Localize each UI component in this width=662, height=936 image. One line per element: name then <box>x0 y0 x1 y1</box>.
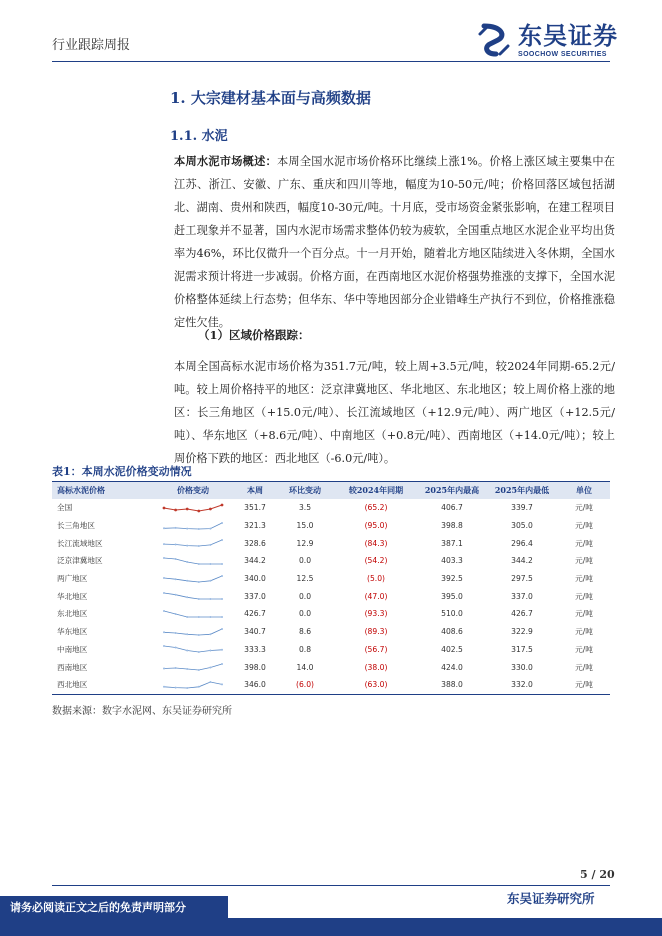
regional-tracking-heading: （1）区域价格跟踪： <box>198 328 310 342</box>
cell-region: 华北地区 <box>57 591 88 601</box>
sparkline-point <box>186 579 188 581</box>
cell-trend <box>152 587 234 605</box>
sparkline-point <box>186 616 188 618</box>
sparkline-point <box>163 527 165 529</box>
sparkline-point <box>209 650 211 652</box>
cell-high: 408.6 <box>441 627 463 637</box>
table-row <box>52 499 610 517</box>
cell-high: 510.0 <box>441 609 463 619</box>
cell-current: 340.7 <box>244 627 266 637</box>
sparkline <box>162 644 224 654</box>
sparkline-point <box>186 545 188 547</box>
cell-yoy: (54.2) <box>364 556 388 566</box>
cell-high: 398.8 <box>441 521 463 531</box>
sparkline-point <box>209 633 211 635</box>
col-header-unit: 单位 <box>558 482 610 500</box>
cell-unit: 元/吨 <box>575 609 593 619</box>
sparkline-point <box>198 669 200 671</box>
cell-unit: 元/吨 <box>575 644 593 654</box>
sparkline <box>162 574 224 584</box>
sparkline <box>162 556 224 566</box>
sparkline-point <box>186 507 189 510</box>
sparkline-point <box>221 663 223 665</box>
cell-unit: 元/吨 <box>575 538 593 548</box>
cell-region: 华东地区 <box>57 627 88 637</box>
cell-low: 322.9 <box>511 627 533 637</box>
sparkline-point <box>186 561 188 563</box>
sparkline-point <box>186 597 188 599</box>
sparkline-point <box>198 634 200 636</box>
cell-high: 392.5 <box>441 574 463 584</box>
sparkline-point <box>175 558 177 560</box>
sparkline-point <box>163 506 166 509</box>
sparkline-point <box>209 563 211 565</box>
sparkline-point <box>163 668 165 670</box>
sparkline-point <box>209 507 212 510</box>
cell-yoy: (93.3) <box>364 609 388 619</box>
brand-logo <box>476 22 618 58</box>
cell-low: 332.0 <box>486 676 558 694</box>
cement-price-table <box>52 481 610 695</box>
sparkline-point <box>186 527 188 529</box>
cell-region: 长江流域地区 <box>57 538 103 548</box>
sparkline-point <box>186 668 188 670</box>
table-row <box>52 658 610 676</box>
sparkline-point <box>209 681 211 683</box>
cell-current: 340.0 <box>244 574 266 584</box>
soochow-logo-icon <box>476 22 512 58</box>
cell-high: 403.3 <box>441 556 463 566</box>
sparkline <box>162 609 224 619</box>
cell-high: 402.5 <box>441 644 463 654</box>
data-source-note: 数据来源：数字水泥网、东吴证券研究所 <box>52 706 232 717</box>
cell-wow: 3.5 <box>298 503 312 513</box>
sparkline-point <box>163 645 165 647</box>
sparkline <box>162 662 224 672</box>
sparkline-line <box>164 629 222 635</box>
cell-wow: 0.8 <box>298 644 312 654</box>
cell-low: 337.0 <box>511 591 533 601</box>
sparkline-point <box>163 631 165 633</box>
cell-yoy: (56.7) <box>364 644 388 654</box>
sparkline-point <box>163 557 165 559</box>
sparkline-point <box>175 544 177 546</box>
sparkline-point <box>163 592 165 594</box>
cell-high: 395.0 <box>441 591 463 601</box>
cell-trend <box>152 552 234 570</box>
cell-yoy: (5.0) <box>366 574 385 584</box>
cell-trend <box>152 499 234 517</box>
sparkline-point <box>186 687 188 689</box>
cell-low: 426.7 <box>511 609 533 619</box>
sparkline-line <box>164 505 222 511</box>
cell-unit: 元/吨 <box>575 662 593 672</box>
table-header-row <box>52 482 610 500</box>
cell-low: 297.5 <box>511 574 533 584</box>
cell-current: 328.6 <box>244 538 266 548</box>
sparkline-point <box>175 667 177 669</box>
disclaimer-text: 请务必阅读正文之后的免责声明部分 <box>10 901 186 914</box>
sparkline-point <box>198 528 200 530</box>
logo-name-en: SOOCHOW SECURITIES <box>518 50 607 58</box>
cell-unit: 元/吨 <box>575 503 593 513</box>
footer-band <box>0 918 662 936</box>
cell-current: 346.0 <box>234 676 276 694</box>
sparkline <box>162 503 224 513</box>
sparkline-point <box>163 577 165 579</box>
cell-low: 344.2 <box>511 556 533 566</box>
sparkline-point <box>163 543 165 545</box>
col-header-yoy: 较2024年同期 <box>334 482 418 500</box>
logo-name-cn: 东吴证券 <box>518 21 618 50</box>
sparkline-point <box>175 632 177 634</box>
page-number: 5 / 20 <box>580 868 615 881</box>
sparkline-point <box>175 647 177 649</box>
cell-high: 406.7 <box>441 503 463 513</box>
cell-trend <box>152 623 234 641</box>
cell-yoy: (38.0) <box>364 662 388 672</box>
footer-divider <box>52 885 610 886</box>
sparkline <box>162 591 224 601</box>
cell-unit: 元/吨 <box>575 591 593 601</box>
col-header-region: 高标水泥价格 <box>52 482 152 500</box>
cell-wow: 8.6 <box>298 627 312 637</box>
sparkline-point <box>209 598 211 600</box>
cell-wow: 0.0 <box>298 556 312 566</box>
cell-low: 305.0 <box>511 521 533 531</box>
sparkline-point <box>175 594 177 596</box>
cell-wow: 0.0 <box>298 609 312 619</box>
cell-high: 387.1 <box>441 538 463 548</box>
sparkline-point <box>175 686 177 688</box>
sparkline-point <box>197 509 200 512</box>
regional-price-paragraph: 本周全国高标水泥市场价格为351.7元/吨，较上周+3.5元/吨，较2024年同期-65.2元/吨。较上周价格持平的地区：泛京津冀地区、华北地区、东北地区；较上周价格上涨的地区：长三角地区（+15.0元/吨）、长江流域地区（+12.9元/吨）、两广地区（+12.5元/吨）、华东地区（+8.6元/吨）、中南地区（+0.8元/吨）、西南地区（+14.0元/吨）；较上周价格下跌的地区：西北地区（-6.0元/吨）。 <box>174 360 615 465</box>
sparkline-point <box>221 575 223 577</box>
cell-region: 东北地区 <box>57 609 88 619</box>
sparkline-line <box>164 558 222 564</box>
sparkline-point <box>186 633 188 635</box>
sparkline-line <box>164 611 222 617</box>
sparkline-point <box>175 613 177 615</box>
cell-unit: 元/吨 <box>575 574 593 584</box>
table-row <box>52 676 610 694</box>
sparkline-line <box>164 540 222 546</box>
cell-low: 296.4 <box>511 538 533 548</box>
table-row <box>52 534 610 552</box>
cell-low: 317.5 <box>511 644 533 654</box>
sparkline-line <box>164 593 222 599</box>
col-header-wow: 环比变动 <box>276 482 334 500</box>
col-header-current: 本周 <box>234 482 276 500</box>
table-row <box>52 587 610 605</box>
table-row <box>52 605 610 623</box>
sparkline-line <box>164 646 222 652</box>
sparkline-point <box>163 686 165 688</box>
cell-region: 中南地区 <box>57 644 88 654</box>
sparkline-line <box>164 576 222 582</box>
sparkline-point <box>221 503 224 506</box>
cell-wow: 14.0 <box>296 662 314 672</box>
table-row <box>52 552 610 570</box>
sparkline-point <box>209 527 211 529</box>
header-divider <box>52 61 610 62</box>
table-row <box>52 623 610 641</box>
cell-high: 388.0 <box>418 676 486 694</box>
sparkline-point <box>221 563 223 565</box>
cell-current: 344.2 <box>244 556 266 566</box>
table-row <box>52 641 610 659</box>
overview-lead: 本周水泥市场概述： <box>174 154 277 168</box>
sparkline-point <box>186 650 188 652</box>
cell-current: 321.3 <box>244 521 266 531</box>
sparkline-point <box>221 539 223 541</box>
sparkline-point <box>209 579 211 581</box>
sparkline-point <box>174 508 177 511</box>
cell-region: 全国 <box>57 503 73 513</box>
cell-current: 337.0 <box>244 591 266 601</box>
cell-wow: 0.0 <box>298 591 312 601</box>
sparkline-point <box>221 649 223 651</box>
cell-trend <box>152 641 234 659</box>
sparkline <box>162 627 224 637</box>
cell-low: 330.0 <box>511 662 533 672</box>
cell-region: 西南地区 <box>57 662 88 672</box>
sparkline-point <box>221 683 223 685</box>
col-header-trend: 价格变动 <box>152 482 234 500</box>
sparkline-point <box>198 686 200 688</box>
cell-unit: 元/吨 <box>575 556 593 566</box>
cell-unit: 元/吨 <box>575 521 593 531</box>
sparkline-line <box>164 523 222 529</box>
report-type-label: 行业跟踪周报 <box>52 38 131 53</box>
sparkline-line <box>164 664 222 670</box>
sparkline-point <box>198 598 200 600</box>
sparkline-point <box>221 598 223 600</box>
cell-yoy: (63.0) <box>334 676 418 694</box>
cell-region: 两广地区 <box>57 574 88 584</box>
cell-current: 398.0 <box>244 662 266 672</box>
sparkline-point <box>198 545 200 547</box>
cell-low: 339.7 <box>511 503 533 513</box>
sparkline-point <box>198 563 200 565</box>
sparkline-point <box>198 616 200 618</box>
cell-yoy: (95.0) <box>364 521 388 531</box>
disclaimer-band <box>0 896 228 918</box>
subsection-heading: 1.1. 水泥 <box>170 129 228 144</box>
section-heading: 1. 大宗建材基本面与高频数据 <box>170 89 371 107</box>
cell-unit: 元/吨 <box>575 627 593 637</box>
sparkline-point <box>221 616 223 618</box>
sparkline-line <box>164 682 222 688</box>
cell-current: 426.7 <box>244 609 266 619</box>
cell-high: 424.0 <box>441 662 463 672</box>
cell-trend <box>152 658 234 676</box>
sparkline-point <box>198 651 200 653</box>
cell-yoy: (65.2) <box>364 503 388 513</box>
cell-unit: 元/吨 <box>558 676 610 694</box>
cell-wow: (6.0) <box>276 676 334 694</box>
cell-region: 泛京津冀地区 <box>57 556 103 566</box>
market-overview-paragraph <box>174 150 615 334</box>
col-header-high: 2025年内最高 <box>418 482 486 500</box>
sparkline-point <box>175 526 177 528</box>
footer-org-name: 东吴证券研究所 <box>507 891 595 906</box>
sparkline-point <box>221 522 223 524</box>
sparkline-point <box>221 628 223 630</box>
sparkline-point <box>175 578 177 580</box>
cell-trend <box>152 517 234 535</box>
cell-trend <box>152 570 234 588</box>
cell-region: 长三角地区 <box>57 521 95 531</box>
cell-region: 西北地区 <box>52 676 152 694</box>
cell-trend <box>152 605 234 623</box>
cell-current: 333.3 <box>244 644 266 654</box>
cell-wow: 12.5 <box>296 574 314 584</box>
sparkline <box>162 680 224 690</box>
cell-yoy: (89.3) <box>364 627 388 637</box>
col-header-low: 2025年内最低 <box>486 482 558 500</box>
sparkline <box>162 521 224 531</box>
table-title: 表1：本周水泥价格变动情况 <box>52 465 192 478</box>
sparkline-point <box>198 581 200 583</box>
cell-trend <box>152 534 234 552</box>
sparkline-point <box>209 667 211 669</box>
cell-wow: 12.9 <box>296 538 314 548</box>
cell-yoy: (84.3) <box>364 538 388 548</box>
cell-wow: 15.0 <box>296 521 314 531</box>
sparkline <box>162 538 224 548</box>
sparkline-point <box>209 616 211 618</box>
sparkline-point <box>209 544 211 546</box>
cell-current: 351.7 <box>244 503 266 513</box>
sparkline-point <box>163 610 165 612</box>
overview-body: 本周全国水泥市场价格环比继续上涨1%。价格上涨区域主要集中在江苏、浙江、安徽、广东、重庆和四川等地，幅度为10-50元/吨；价格回落区域包括湖北、湖南、贵州和陕西，幅度10-30元/吨。十月底，受市场资金紧张影响，在建工程项目赶工现象并不显著，国内水泥市场需求整体仍较为疲软，全国重点地区水泥企业平均出货率为46%，环比仅微升一个百分点。十一月开始，随着北方地区陆续进入冬休期，全国水泥需求预计将进一步减弱。价格方面，在西南地区水泥价格强势推涨的支撑下，全国水泥价格整体延续上行态势；但华东、华中等地因部分企业错峰生产执行不到位，价格推涨稳定性欠佳。 <box>174 155 615 329</box>
cell-trend <box>152 676 234 694</box>
table-row <box>52 570 610 588</box>
cell-yoy: (47.0) <box>364 591 388 601</box>
table-row <box>52 517 610 535</box>
